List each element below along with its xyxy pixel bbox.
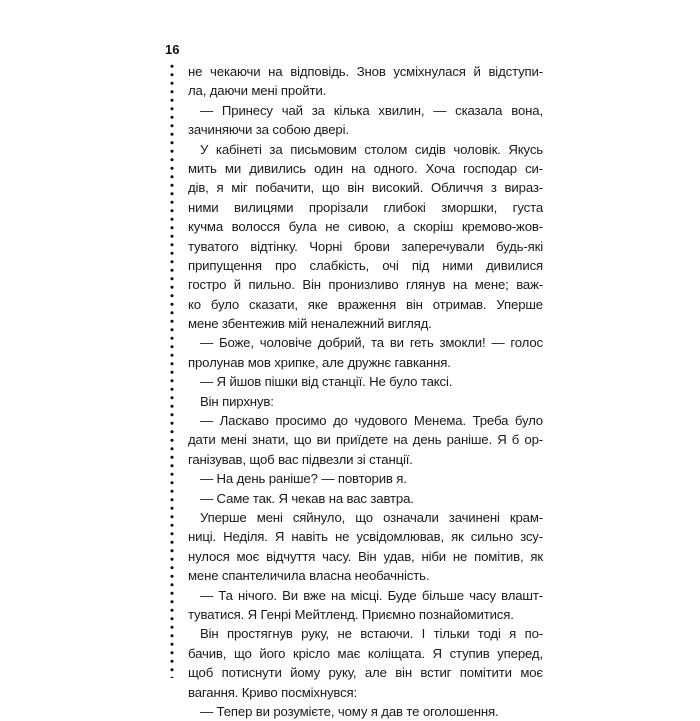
text-line: мене спантеличила власна необачність. (188, 568, 430, 584)
text-line: У кабінеті за письмовим столом сидів чоловік. Якусь (200, 141, 543, 157)
text-line: ниці. Неділя. Я навіть не усвідомлював, як сильно зсу- (188, 529, 543, 545)
text-line: гостро й пильно. Він пронизливо глянув на мене; важ- (188, 277, 543, 293)
text-line: не чекаючи на відповідь. Знов усміхнулася й відступи- (188, 64, 543, 79)
page-number: 16 (165, 42, 180, 57)
text-line: — На день раніше? — повторив я. (200, 471, 407, 487)
text-line: — Саме так. Я чекав на вас завтра. (200, 490, 414, 506)
text-line: ними вилицями прорізали глибокі зморшки, густа (188, 199, 543, 215)
text-line: ла, даючи мені пройти. (188, 83, 327, 99)
text-line: — Я йшов пішки від станції. Не було таксі. (200, 374, 453, 390)
text-line: припущення про слабкість, очі під ними дивилися (188, 257, 543, 273)
text-line: бачив, що його крісло має коліщата. Я ступив уперед, (188, 645, 543, 661)
text-line: — Боже, чоловіче добрий, та ви геть змокли! — голос (200, 335, 543, 351)
text-line: туватися. Я Генрі Мейтленд. Приємно познайомитися. (188, 606, 514, 622)
text-line: — Принесу чай за кілька хвилин, — сказала вона, (200, 102, 543, 118)
text-line: дати мені знати, що ви приїдете на день раніше. Я б ор- (188, 432, 543, 448)
text-line: — Та нічого. Ви вже на місці. Буде більше часу влашт- (200, 587, 543, 603)
text-line: пролунав мов хрипке, але дружнє гавкання. (188, 354, 451, 370)
text-line: Уперше мені сяйнуло, що означали зачинені крам- (200, 509, 543, 525)
text-line: Він пирхнув: (200, 393, 274, 409)
text-line: — Ласкаво просимо до чудового Менема. Треба було (200, 413, 543, 429)
text-line: мить ми дивились один на одного. Хоча господар си- (188, 160, 543, 176)
text-line: — Тепер ви розумієте, чому я дав те оголошення. (200, 703, 499, 719)
text-line: Він простягнув руку, не встаючи. І тільки тоді я по- (200, 626, 543, 642)
text-line: туватого відтінку. Чорні брови заперечували будь-які (188, 238, 543, 254)
text-line: вагання. Криво посміхнувся: (188, 684, 358, 700)
body-text (188, 62, 543, 721)
text-line: мене збентежив мій неналежний вигляд. (188, 316, 432, 332)
text-line: зачиняючи за собою двері. (188, 122, 349, 138)
text-line: кучма волосся була не сивою, а скоріш кремово-жов- (188, 219, 543, 235)
text-line: ганізував, щоб вас підвезли зі станції. (188, 451, 413, 467)
dotted-margin-rule (170, 62, 174, 678)
text-line: щоб потиснути йому руку, але він встиг помітити моє (188, 665, 543, 681)
text-line: нулося моє відчуття часу. Він удав, ніби не помітив, як (188, 548, 543, 564)
text-line: ко було сказати, яке враження він отримав. Уперше (188, 296, 543, 312)
text-line: дів, я міг побачити, що він високий. Обличчя з вираз- (188, 180, 543, 196)
